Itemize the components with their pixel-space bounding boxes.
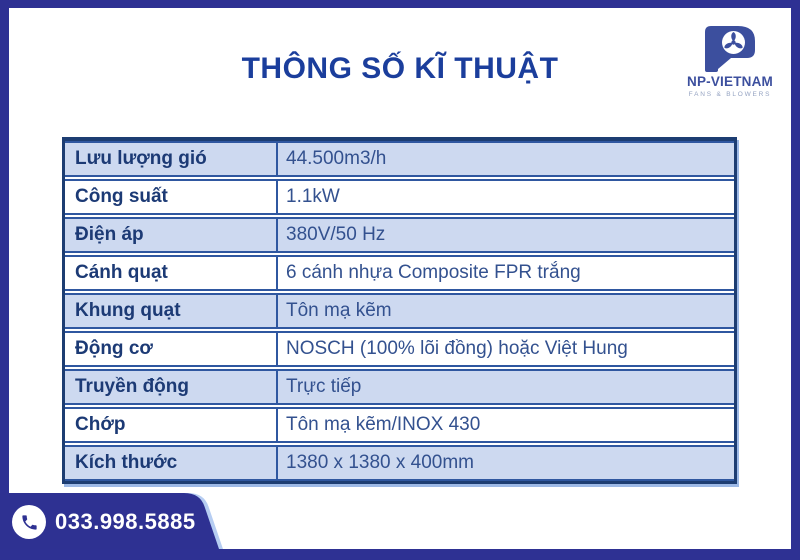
table-row — [65, 255, 734, 291]
spec-label-cell: Cánh quạt — [65, 255, 278, 291]
spec-table — [62, 137, 737, 484]
table-row — [65, 331, 734, 367]
table-row — [65, 445, 734, 481]
spec-value-cell: Tôn mạ kẽm — [278, 293, 734, 329]
page-title: THÔNG SỐ KĨ THUẬT — [241, 52, 559, 85]
spec-label-cell: Chớp — [65, 407, 278, 443]
spec-table-body — [65, 141, 734, 481]
table-row — [65, 293, 734, 329]
spec-value-cell: 6 cánh nhựa Composite FPR trắng — [278, 255, 734, 291]
spec-label-cell: Công suất — [65, 179, 278, 215]
spec-value-cell: Tôn mạ kẽm/INOX 430 — [278, 407, 734, 443]
table-row — [65, 407, 734, 443]
spec-label-cell: Động cơ — [65, 331, 278, 367]
spec-value-cell: 44.500m3/h — [278, 141, 734, 177]
table-row — [65, 217, 734, 253]
spec-value-cell: 380V/50 Hz — [278, 217, 734, 253]
spec-label-cell: Điện áp — [65, 217, 278, 253]
spec-value-cell: 1.1kW — [278, 179, 734, 215]
brand-logo — [680, 26, 780, 98]
spec-label-cell: Truyền động — [65, 369, 278, 405]
spec-value-cell: NOSCH (100% lõi đồng) hoặc Việt Hung — [278, 331, 734, 367]
spec-value-cell: 1380 x 1380 x 400mm — [278, 445, 734, 481]
table-row — [65, 369, 734, 405]
phone-icon — [12, 505, 46, 539]
table-row — [65, 179, 734, 215]
phone-number: 033.998.5885 — [55, 509, 196, 534]
spec-label-cell: Khung quạt — [65, 293, 278, 329]
brand-name: NP-VIETNAM — [687, 74, 773, 89]
spec-value-cell: Trực tiếp — [278, 369, 734, 405]
fan-logo-icon — [705, 26, 755, 72]
spec-label-cell: Lưu lượng gió — [65, 141, 278, 177]
spec-label-cell: Kích thước — [65, 445, 278, 481]
table-row — [65, 141, 734, 177]
brand-tagline: FANS & BLOWERS — [688, 91, 772, 98]
